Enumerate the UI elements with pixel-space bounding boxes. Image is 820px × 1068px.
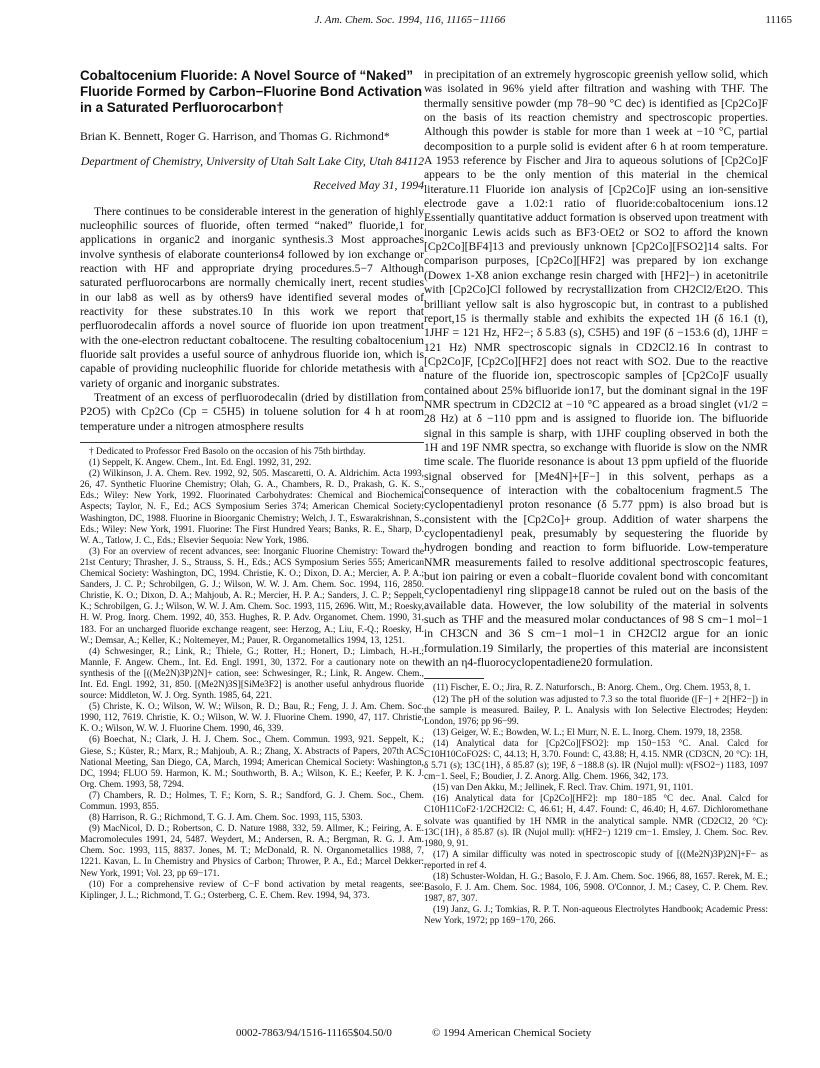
footnote: (17) A similar difficulty was noted in spectroscopic study of [((Me2N)3P)2N]+F− as reported in ref 4. bbox=[424, 849, 768, 871]
footnote: (1) Seppelt, K. Angew. Chem., Int. Ed. Engl. 1992, 31, 292. bbox=[89, 458, 312, 469]
footnote: (19) Janz, G. J.; Tomkias, R. P. T. Non-aqueous Electrolytes Handbook; Academic Press: New York, 1972; pp 169−170, 266. bbox=[424, 905, 768, 927]
footnote: (2) Wilkinson, J. A. Chem. Rev. 1992, 92, 505. Mascaretti, O. A. Aldrichim. Acta 1993, 26, 47. Synthetic Fluorine Chemistry; Olah, G. A., Chambers, R. D., Prakash, G. K. S., Eds.; Wiley: New York, 1992. Fluorinated Carbohydrates: Chemical and Biochemical Aspects; Taylor, N. F., Ed.; ACS Symposium Series 374; American Chemical Society: Washington, DC, 1988. Fluorine in Bioorganic Chemistry; Welch, J. T., Eswarakrishnan, S., Eds.; Wiley: New York, 1991. Fluorine: The First Hundred Years; Banks, R. E., Sharp, D. W. A., Tatlow, J. C., Eds.; Elsevier Sequoia: New York, 1986. bbox=[80, 469, 424, 546]
running-head bbox=[0, 14, 820, 30]
footnote: (18) Schuster-Woldan, H. G.; Basolo, F. J. Am. Chem. Soc. 1966, 88, 1657. Rerek, M. E.; Basolo, F. J. Am. Chem. Soc. 1984, 106, 5908. O'Connor, J. M.; Casey, C. P. Chem. Rev. 1987, 87, 307. bbox=[424, 872, 768, 905]
journal-citation: J. Am. Chem. Soc. 1994, 116, 11165−11166 bbox=[314, 14, 506, 26]
copyright-notice: © 1994 American Chemical Society bbox=[432, 1027, 592, 1039]
footnote: (7) Chambers, R. D.; Holmes, T. F.; Korn, S. R.; Sandford, G. J. Chem. Soc., Chem. Commun. 1993, 855. bbox=[80, 790, 424, 812]
footnote: (15) van Den Akku, M.; Jellinek, F. Recl. Trav. Chim. 1971, 91, 1101. bbox=[433, 783, 694, 794]
article-title: Cobaltocenium Fluoride: A Novel Source of “Naked” Fluoride Formed by Carbon−Fluorine Bond Activation in a Saturated Perfluorocarbon† bbox=[80, 68, 423, 115]
footnote: (16) Analytical data for [Cp2Co][HF2]: mp 180−185 °C dec. Anal. Calcd for C10H11CoF2·1/2CH2Cl2: C, 46.61; H, 4.47. Found: C, 46.40; H, 4.67. Dichloromethane solvate was quantified by 1H NMR in the analytical sample. NMR (CD2Cl2, 20 °C): 13C{1H}, δ 85.87 (s). IR (Nujol mull): ν(HF2−) 1219 cm−1. Emsley, J. Chem. Soc. Rev. 1980, 9, 91. bbox=[424, 794, 768, 849]
footnote: (9) MacNicol, D. D.; Robertson, C. D. Nature 1988, 332, 59. Allmer, K.; Feiring, A. E. Macromolecules 1991, 24, 5487. Weydert, M.; Andersen, R. A.; Bergman, R. G. J. Am. Chem. Soc. 1993, 115, 8837. Jones, M. T.; McDonald, R. N. Organometallics 1988, 7, 1221. Kavan, L. In Chemistry and Physics of Carbon; Thrower, P. A., Ed.; Marcel Dekker: New York, 1991; Vol. 23, pp 69−171. bbox=[80, 824, 424, 879]
footnote: (14) Analytical data for [Cp2Co][FSO2]: mp 150−153 °C. Anal. Calcd for C10H10CoFO2S: C, 44.13; H, 3.70. Found: C, 43.88; H, 4.15. NMR (CD3CN, 20 °C): 1H, δ 5.71 (s); 13C{1H}, δ 85.87 (s); 19F, δ −188.8 (s). IR (Nujol mull): ν(FSO2−) 1183, 1097 cm−1. Seel, F.; Boudier, J. Z. Anorg. Allg. Chem. 1966, 342, 173. bbox=[424, 738, 768, 783]
footnote: (6) Boechat, N.; Clark, J. H. J. Chem. Soc., Chem. Commun. 1993, 921. Seppelt, K.; Giese, S.; Küster, R.; Marx, R.; Mahjoub, A. R.; Zhang, X. Abstracts of Papers, 207th ACS National Meeting, San Diego, CA, March, 1994; American Chemical Society: Washington, DC, 1994; FLUO 59. Harmon, K. M.; Southworth, B. A.; Wilson, K. E.; Keefer, P. K. J. Org. Chem. 1993, 58, 7294. bbox=[80, 735, 424, 790]
footnote: (8) Harrison, R. G.; Richmond, T. G. J. Am. Chem. Soc. 1993, 115, 5303. bbox=[89, 813, 363, 824]
footnote-dedication: † Dedicated to Professor Fred Basolo on the occasion of his 75th birthday. bbox=[89, 447, 366, 457]
footnote: (10) For a comprehensive review of C−F bond activation by metal reagents, see: Kiplinger, J. L.; Richmond, T. G.; Osterberg, C. E. Chem. Rev. 1994, 94, 373. bbox=[80, 879, 424, 901]
author-list: Brian K. Bennett, Roger G. Harrison, and Thomas G. Richmond* bbox=[80, 129, 390, 143]
body-paragraph: in precipitation of an extremely hygroscopic greenish yellow solid, which was isolated in 96% yield after filtration and washing with THF. The thermally sensitive powder (mp 78−90 °C dec) is identified as [Cp2Co]F on the basis of its reaction chemistry and spectroscopic properties. Although this powder is stable for more than 1 week at −10 °C, partial decomposition to a purple solid is evident after 6 h at room temperature. A 1953 reference by Fischer and Jira to aqueous solutions of [Cp2Co]F appears to be the only mention of this material in the chemical literature.11 Fluoride ion analysis of [Cp2Co]F using an ion-sensitive electrode gave a 1.02:1 ratio of fluoride:cobaltocenium ions.12 Essentially quantitative adduct formation is observed upon treatment with inorganic Lewis acids such as BF3·OEt2 or SO2 to afford the known [Cp2Co][BF4]13 and previously unknown [Cp2Co][FSO2]14 salts. For comparison purposes, [Cp2Co][HF2] was prepared by ion exchange (Dowex 1-X8 anion exchange resin charged with [HF2]−) in acetonitrile with [Cp2Co]Cl followed by recrystallization from CH2Cl2/Et2O. This brilliant yellow salt is also hygroscopic but, in contrast to a published report,15 is thermally stable and exhibits the expected 1H (δ 16.1 (t), 1JHF = 121 Hz, HF2−; δ 5.83 (s), C5H5) and 19F (δ −153.6 (d), 1JHF = 121 Hz) NMR spectroscopic signals in CD2Cl2.16 In contrast to [Cp2Co]F, [Cp2Co][HF2] does not react with SO2. Due to the reactive nature of the fluoride ion, spectroscopic samples of [Cp2Co]F usually contained about 25% bifluoride ion17, but the dominant signal in the 19F NMR spectrum in CD2Cl2 at −10 °C appeared as a broad singlet (ν1/2 = 28 Hz) at δ −110 ppm and is assigned to fluoride ion. The bifluoride signal in this sample is sharp, with 1JHF coupling observed in both the 1H and 19F NMR spectra, so exchange with fluoride is slow on the NMR time scale. The fluoride resonance is about 13 ppm upfield of the fluoride signal observed for [Me4N]+[F−] in this solvent, perhaps as a consequence of interaction with the cobaltocenium fragment.5 The cyclopentadienyl proton resonance (δ 5.77 ppm) is also broad but is consistent with the [Cp2Co]+ group. Addition of water sharpens the cyclopentadienyl peak, presumably by sequestering the fluoride by hydrogen bonding and reaction to form bifluoride. Low-temperature NMR measurements failed to resolve additional spectroscopic features, but ion pairing or even a cobalt−fluoride covalent bond with concomitant cyclopentadienyl ring slippage18 cannot be ruled out on the basis of the available data. However, the low solubility of the material in solvents such as THF and the measured molar conductances of 98 S cm−1 mol−1 in CH3CN and 36 S cm−1 mol−1 in CH2Cl2 argue for an ionic formulation.19 Similarly, the properties of this material are inconsistent with an η4-fluorocyclopentadiene20 formulation. bbox=[424, 68, 768, 670]
received-date: Received May 31, 1994 bbox=[313, 178, 424, 192]
left-column bbox=[80, 68, 424, 902]
body-paragraph: There continues to be considerable interest in the generation of highly nucleophilic sources of fluoride, often termed “naked” fluoride,1 for applications in organic2 and inorganic synthesis.3 Most approaches involve synthesis of elaborate counterions4 followed by ion exchange or reaction with HF and appropriate drying procedures.5−7 Although saturated perfluorocarbons are normally chemically inert, recent studies in our lab8 as well as by others9 have identified several modes of reactivity for these substrates.10 In this work we report that perfluorodecalin affords a novel source of fluoride ion upon treatment with the one-electron reductant cobaltocene. The resulting cobaltocenium fluoride salt provides a useful source of anhydrous fluoride ion, which is capable of providing nucleophilic fluoride for chloride metathesis with a variety of organic and inorganic substrates. bbox=[80, 204, 424, 390]
footnote: (5) Christe, K. O.; Wilson, W. W.; Wilson, R. D.; Bau, R.; Feng, J. J. Am. Chem. Soc. 1990, 112, 7619. Christie, K. O.; Wilson, W. W. J. Fluorine Chem. 1990, 47, 117. Christie, K. O.; Wilson, W. W. J. Fluorine Chem. 1990, 46, 339. bbox=[80, 702, 424, 735]
footnote-rule bbox=[80, 442, 424, 443]
page-number: 11165 bbox=[765, 14, 792, 26]
footnotes-right bbox=[424, 683, 768, 927]
body-paragraph: Treatment of an excess of perfluorodecalin (dried by distillation from P2O5) with Cp2Co (Cp = C5H5) in toluene solution for 4 h at room temperature under a nitrogen atmosphere results bbox=[80, 390, 424, 433]
affiliation: Department of Chemistry, University of Utah Salt Lake City, Utah 84112 bbox=[80, 153, 424, 168]
footnote-rule bbox=[424, 678, 484, 679]
right-column bbox=[424, 68, 768, 928]
footnotes-left bbox=[80, 447, 424, 902]
footnote: (12) The pH of the solution was adjusted to 7.3 so the total fluoride ([F−] + 2[HF2−]) in the sample is measured. Bailey, P. L. Analysis with Ion Selective Electrodes; Heyden: London, 1976; pp 96−99. bbox=[424, 694, 768, 727]
footnote: (13) Geiger, W. E.; Bowden, W. L.; El Murr, N. E. L. Inorg. Chem. 1979, 18, 2358. bbox=[433, 727, 743, 738]
footnote: (3) For an overview of recent advances, see: Inorganic Fluorine Chemistry: Toward the 21st Century; Thrasher, J. S., Strauss, S. H., Eds.; ACS Symposium Series 555; American Chemical Society: Washington, DC, 1994. Christie, K. O.; Dixon, D. A.; Mercier, A. P. A.; Sanders, J. C. P.; Schrobilgen, G. J.; Wilson, W. W. J. Am. Chem. Soc. 1994, 116, 2850. Christie, K. O.; Dixon, D. A.; Mahjoub, A. R.; Mercier, H. P. A.; Sanders, J. C. P.; Seppelt, K.; Schrobilgen, G. J.; Wilson, W. W. J. Am. Chem. Soc. 1993, 115, 2696. Witt, M.; Roesky, H. W. Prog. Inorg. Chem. 1992, 40, 353. Hughes, R. P. Adv. Organomet. Chem. 1990, 31, 183. For an uncharged fluoride exchange reagent, see: Herzog, A.; Liu, F.-Q.; Roesky, H. W.; Demsar, A.; Keller, K.; Noltemeyer, M.; Pauer, R. Organometallics 1994, 13, 1251. bbox=[80, 546, 424, 646]
article-code: 0002-7863/94/1516-11165$04.50/0 bbox=[236, 1027, 392, 1039]
footnote: (11) Fischer, E. O.; Jira, R. Z. Naturforsch., B: Anorg. Chem., Org. Chem. 1953, 8, 1. bbox=[433, 683, 751, 694]
footnote: (4) Schwesinger, R.; Link, R.; Thiele, G.; Rotter, H.; Honert, D.; Limbach, H.-H.; Mannle, F. Angew. Chem., Int. Ed. Engl. 1991, 30, 1372. For a cautionary note on the synthesis of the [((Me2N)3P)2N]+ cation, see: Schwesinger, R.; Link, R. Angew. Chem., Int. Ed. Engl. 1992, 31, 850. [(Me2N)3S][SiMe3F2] is another useful anhydrous fluoride source: Middleton, W. J. Org. Synth. 1985, 64, 221. bbox=[80, 646, 424, 702]
